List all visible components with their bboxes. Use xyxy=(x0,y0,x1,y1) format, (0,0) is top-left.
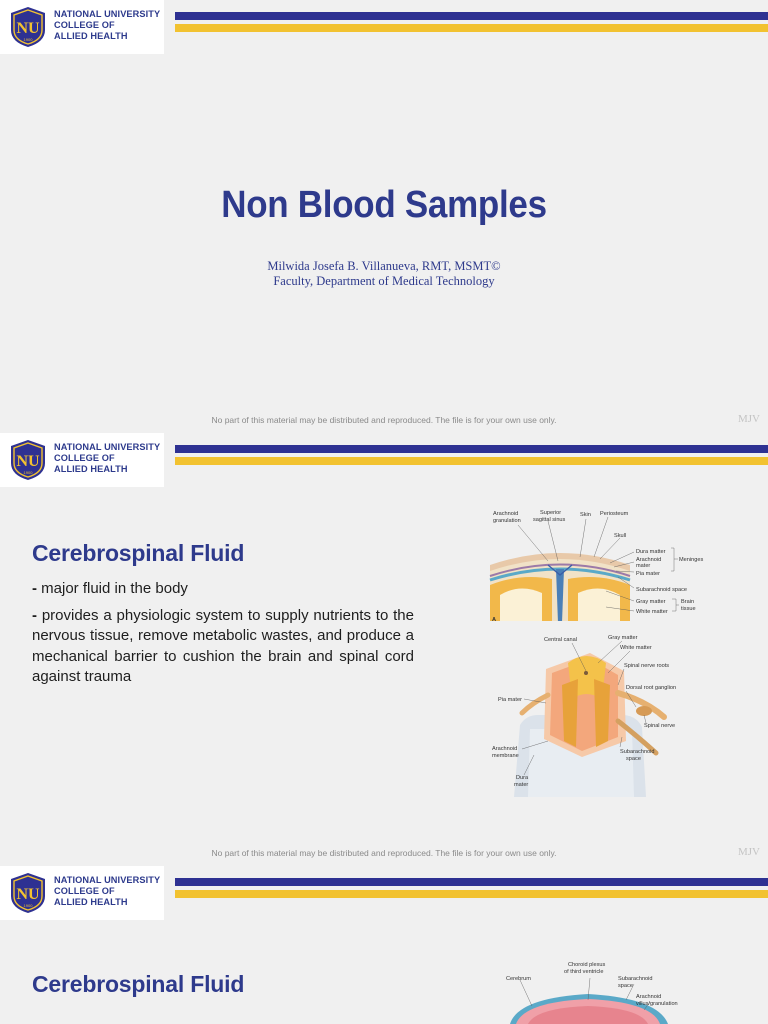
svg-text:Cerebrum: Cerebrum xyxy=(506,976,531,982)
svg-text:Subarachnoid space: Subarachnoid space xyxy=(636,587,688,593)
svg-text:Superior: Superior xyxy=(540,510,562,516)
header-stripe-navy xyxy=(175,878,768,886)
svg-text:Gray matter: Gray matter xyxy=(608,635,638,641)
svg-text:Skull: Skull xyxy=(614,533,627,539)
svg-text:NU: NU xyxy=(16,20,40,37)
author-affiliation: Faculty, Department of Medical Technology xyxy=(273,274,495,288)
svg-text:Gray matter: Gray matter xyxy=(636,599,666,605)
svg-text:mater: mater xyxy=(636,563,651,569)
header-stripe-gold xyxy=(175,890,768,898)
university-logo xyxy=(0,0,164,54)
svg-text:Central canal: Central canal xyxy=(544,637,577,643)
svg-text:Pia mater: Pia mater xyxy=(636,571,660,577)
svg-text:mater: mater xyxy=(514,782,529,788)
svg-text:Brain: Brain xyxy=(681,599,695,605)
svg-text:Periosteum: Periosteum xyxy=(600,511,629,517)
author-block xyxy=(0,259,768,289)
svg-text:Subarachnoid: Subarachnoid xyxy=(618,976,653,982)
svg-text:Subarachnoid: Subarachnoid xyxy=(620,749,655,755)
svg-text:A: A xyxy=(492,617,497,621)
bullet-major-fluid: - major fluid in the body xyxy=(32,580,188,597)
svg-text:space: space xyxy=(626,756,641,762)
university-seal-icon xyxy=(9,439,47,481)
slide-heading: Cerebrospinal Fluid xyxy=(32,540,245,566)
logo-wordmark: NATIONAL UNIVERSITY COLLEGE OF ALLIED HEALTH xyxy=(54,9,161,41)
header-stripe-gold xyxy=(175,457,768,465)
copyright-notice: No part of this material may be distributed and reproduced. The file is for your own use only. xyxy=(211,415,557,425)
slide-csf-formation xyxy=(0,866,768,1024)
svg-text:1900: 1900 xyxy=(23,470,33,475)
csf-circulation-diagram xyxy=(498,960,724,1024)
svg-text:Spinal nerve: Spinal nerve xyxy=(644,723,676,729)
svg-text:Choroid plexus: Choroid plexus xyxy=(568,962,606,968)
svg-text:Dura: Dura xyxy=(516,775,529,781)
university-seal-icon xyxy=(9,872,47,914)
header-stripe-gold xyxy=(175,24,768,32)
svg-text:Arachnoid: Arachnoid xyxy=(493,511,519,517)
copyright-notice: No part of this material may be distributed and reproduced. The file is for your own use only. xyxy=(211,848,557,858)
svg-text:1900: 1900 xyxy=(23,37,33,42)
svg-text:Arachnoid: Arachnoid xyxy=(492,746,518,752)
svg-text:Meninges: Meninges xyxy=(679,557,704,563)
university-seal-icon xyxy=(9,6,47,48)
svg-text:of third ventricle: of third ventricle xyxy=(564,969,604,975)
slide-body xyxy=(32,579,414,694)
author-name: Milwida Josefa B. Villanueva, RMT, MSMT© xyxy=(267,259,501,273)
svg-text:Arachnoid: Arachnoid xyxy=(636,557,662,563)
slide-title xyxy=(0,0,768,433)
logo-wordmark: NATIONAL UNIVERSITY COLLEGE OF ALLIED HEALTH xyxy=(54,442,161,474)
svg-text:Skin: Skin xyxy=(580,512,591,518)
university-logo xyxy=(0,866,164,920)
svg-text:White matter: White matter xyxy=(636,609,668,615)
presentation-title: Non Blood Samples xyxy=(221,184,547,226)
logo-wordmark: NATIONAL UNIVERSITY COLLEGE OF ALLIED HEALTH xyxy=(54,875,161,907)
svg-text:membrane: membrane xyxy=(492,753,519,759)
svg-text:Dorsal root ganglion: Dorsal root ganglion xyxy=(626,685,677,691)
svg-text:sagittal sinus: sagittal sinus xyxy=(533,517,566,523)
svg-text:tissue: tissue xyxy=(681,606,696,612)
svg-text:Arachnoid: Arachnoid xyxy=(636,994,662,1000)
author-initials: MJV xyxy=(737,846,760,858)
svg-text:Dura matter: Dura matter xyxy=(636,549,666,555)
header-stripe-navy xyxy=(175,12,768,20)
slide-heading: Cerebrospinal Fluid xyxy=(32,971,245,997)
bullet-physiologic-system: - provides a physiologic system to supply nutrients to the nervous tissue, remove metabolic wastes, and produce a mechanical barrier to cushion the brain and spinal cord against trauma xyxy=(32,606,414,685)
svg-text:1900: 1900 xyxy=(23,903,33,908)
svg-text:White matter: White matter xyxy=(620,645,652,651)
spinal-cord-diagram xyxy=(486,629,712,801)
slide-csf-intro xyxy=(0,433,768,866)
svg-text:granulation: granulation xyxy=(493,518,521,524)
svg-text:villus/granulation: villus/granulation xyxy=(636,1001,678,1007)
svg-text:NU: NU xyxy=(16,886,40,903)
svg-text:Pia mater: Pia mater xyxy=(498,697,522,703)
svg-text:NU: NU xyxy=(16,453,40,470)
svg-text:space: space xyxy=(618,983,633,989)
svg-text:Spinal nerve roots: Spinal nerve roots xyxy=(624,663,670,669)
author-initials: MJV xyxy=(737,413,760,425)
university-logo xyxy=(0,433,164,487)
header-stripe-navy xyxy=(175,445,768,453)
meninges-diagram xyxy=(488,503,714,621)
